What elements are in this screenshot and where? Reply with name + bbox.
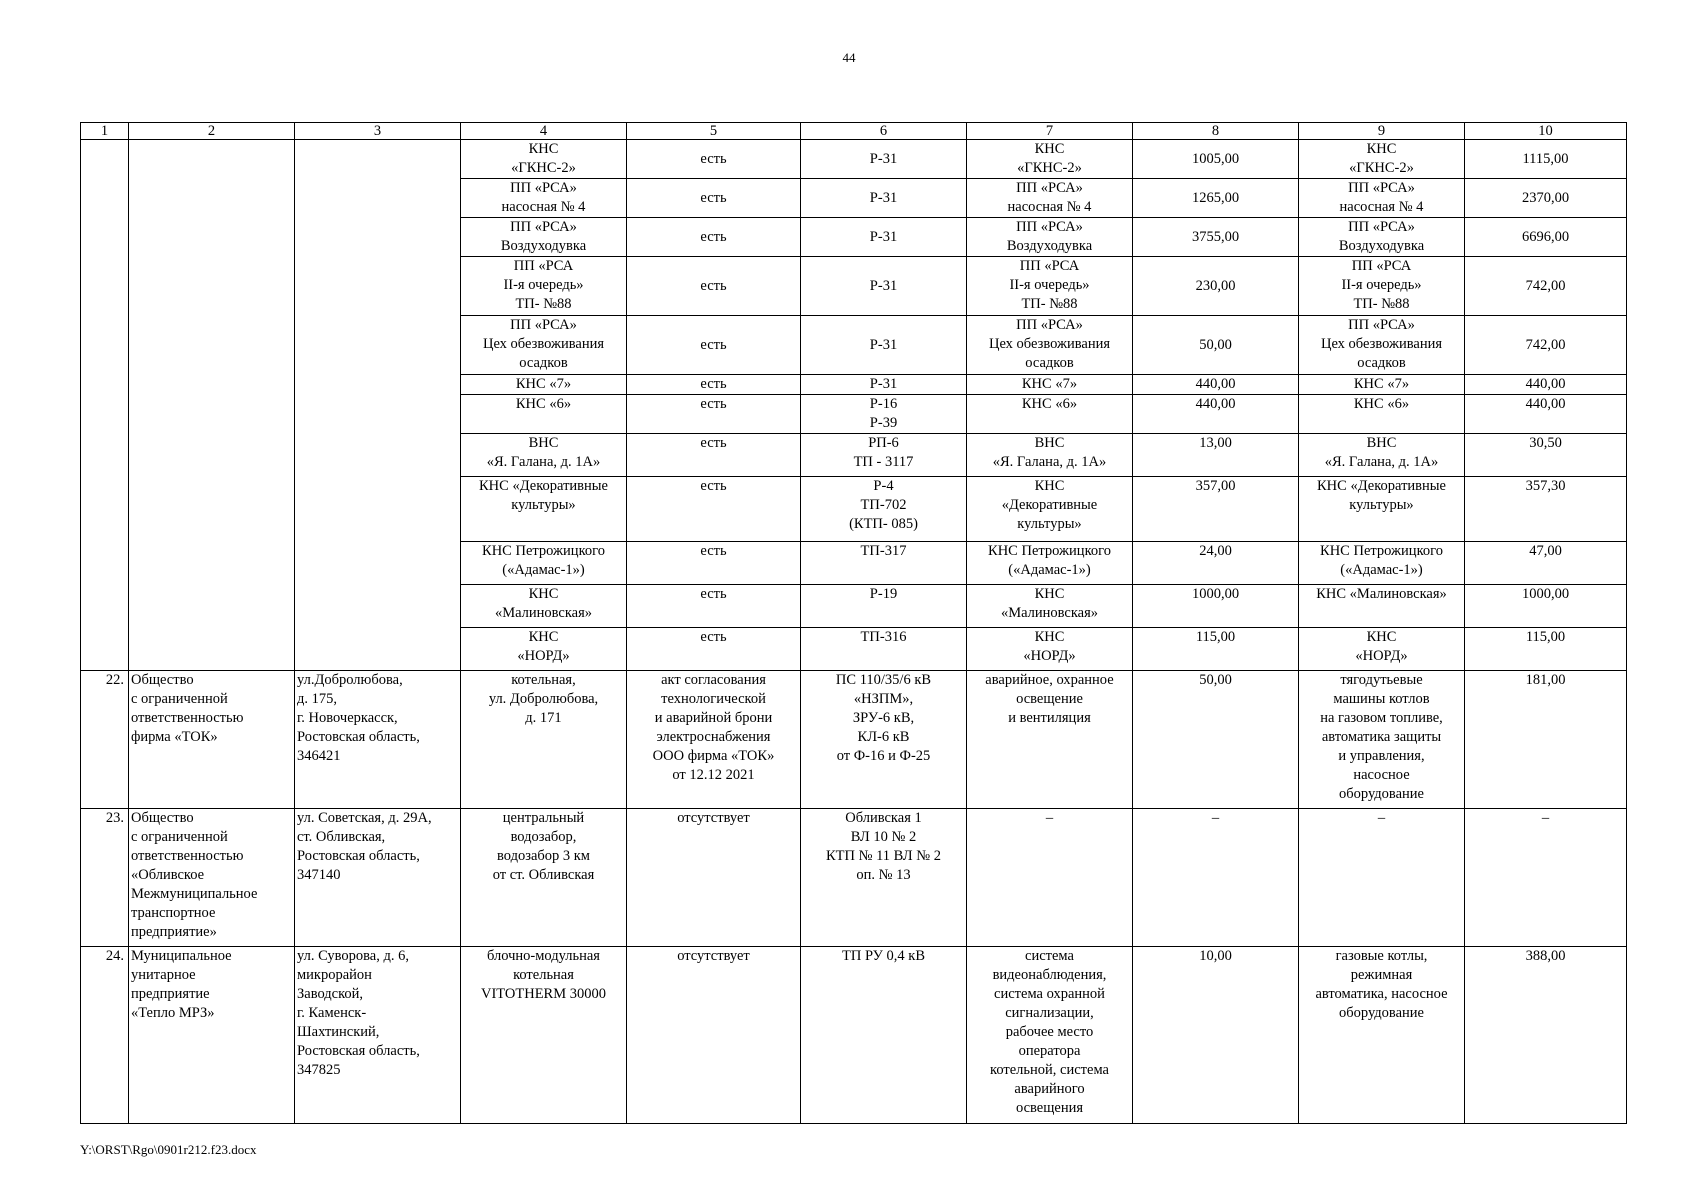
row-number-cell: 23. bbox=[81, 809, 129, 947]
column-header: 4 bbox=[461, 123, 627, 140]
document-cell: отсутствует bbox=[627, 947, 801, 1124]
power-value-cell: 357,30 bbox=[1465, 477, 1627, 542]
data-table bbox=[80, 122, 1627, 1124]
power-value-cell: 1005,00 bbox=[1133, 140, 1299, 179]
power-value-cell: – bbox=[1465, 809, 1627, 947]
facility-cell: блочно-модульная котельная VITOTHERM 30000 bbox=[461, 947, 627, 1124]
document-cell: есть bbox=[627, 628, 801, 671]
organization-name-cell: Муниципальное унитарное предприятие «Тепло МРЗ» bbox=[129, 947, 295, 1124]
facility-cell: центральный водозабор, водозабор 3 км от ст. Обливская bbox=[461, 809, 627, 947]
document-cell: есть bbox=[627, 542, 801, 585]
power-value-cell: 440,00 bbox=[1133, 395, 1299, 434]
power-value-cell: 6696,00 bbox=[1465, 218, 1627, 257]
load-object-cell: ПП «РСА II-я очередь» ТП- №88 bbox=[1299, 257, 1465, 316]
load-object-cell: КНС «7» bbox=[967, 375, 1133, 395]
load-object-cell: КНС «Декоративные культуры» bbox=[967, 477, 1133, 542]
power-value-cell: 440,00 bbox=[1465, 395, 1627, 434]
power-value-cell: 50,00 bbox=[1133, 316, 1299, 375]
empty-cell-address bbox=[295, 140, 461, 671]
supply-source-cell: Обливская 1 ВЛ 10 № 2 КТП № 11 ВЛ № 2 оп. № 13 bbox=[801, 809, 967, 947]
load-object-cell: КНС «6» bbox=[1299, 395, 1465, 434]
power-value-cell: 388,00 bbox=[1465, 947, 1627, 1124]
page-number: 44 bbox=[842, 50, 856, 65]
row-number-cell: 24. bbox=[81, 947, 129, 1124]
document-cell: есть bbox=[627, 585, 801, 628]
power-value-cell: 50,00 bbox=[1133, 671, 1299, 809]
power-value-cell: 1000,00 bbox=[1465, 585, 1627, 628]
document-cell: акт согласования технологической и аварийной брони электроснабжения ООО фирма «ТОК» от 12.12 2021 bbox=[627, 671, 801, 809]
supply-source-cell: Р-31 bbox=[801, 140, 967, 179]
power-value-cell: 115,00 bbox=[1133, 628, 1299, 671]
document-cell: есть bbox=[627, 477, 801, 542]
load-object-cell: КНС «НОРД» bbox=[1299, 628, 1465, 671]
power-value-cell: 357,00 bbox=[1133, 477, 1299, 542]
column-header: 2 bbox=[129, 123, 295, 140]
empty-cell-no bbox=[81, 140, 129, 671]
power-value-cell: 115,00 bbox=[1465, 628, 1627, 671]
column-header: 8 bbox=[1133, 123, 1299, 140]
address-cell: ул. Суворова, д. 6, микрорайон Заводской, г. Каменск- Шахтинский, Ростовская область, 347825 bbox=[295, 947, 461, 1124]
facility-cell: КНС «ГКНС-2» bbox=[461, 140, 627, 179]
power-value-cell: 1000,00 bbox=[1133, 585, 1299, 628]
document-cell: есть bbox=[627, 257, 801, 316]
document-cell: есть bbox=[627, 395, 801, 434]
facility-cell: КНС Петрожицкого («Адамас-1») bbox=[461, 542, 627, 585]
load-object-cell: КНС Петрожицкого («Адамас-1») bbox=[1299, 542, 1465, 585]
load-object-cell: – bbox=[1299, 809, 1465, 947]
column-header: 10 bbox=[1465, 123, 1627, 140]
load-object-cell: ПП «РСА II-я очередь» ТП- №88 bbox=[967, 257, 1133, 316]
load-object-cell: КНС «Малиновская» bbox=[1299, 585, 1465, 628]
load-object-cell: ВНС «Я. Галана, д. 1А» bbox=[967, 434, 1133, 477]
power-value-cell: 742,00 bbox=[1465, 257, 1627, 316]
power-value-cell: – bbox=[1133, 809, 1299, 947]
column-header: 9 bbox=[1299, 123, 1465, 140]
power-value-cell: 30,50 bbox=[1465, 434, 1627, 477]
load-object-cell: КНС «ГКНС-2» bbox=[1299, 140, 1465, 179]
supply-source-cell: РП-6 ТП - 3117 bbox=[801, 434, 967, 477]
load-object-cell: КНС «Малиновская» bbox=[967, 585, 1133, 628]
load-object-cell: КНС «ГКНС-2» bbox=[967, 140, 1133, 179]
address-cell: ул.Добролюбова, д. 175, г. Новочеркасск, Ростовская область, 346421 bbox=[295, 671, 461, 809]
address-cell: ул. Советская, д. 29А, ст. Обливская, Ростовская область, 347140 bbox=[295, 809, 461, 947]
supply-source-cell: Р-31 bbox=[801, 218, 967, 257]
facility-cell: КНС «Декоративные культуры» bbox=[461, 477, 627, 542]
power-value-cell: 1265,00 bbox=[1133, 179, 1299, 218]
load-object-cell: ПП «РСА» Воздуходувка bbox=[1299, 218, 1465, 257]
supply-source-cell: Р-31 bbox=[801, 257, 967, 316]
table-row bbox=[81, 947, 1627, 1124]
column-header: 3 bbox=[295, 123, 461, 140]
supply-source-cell: ПС 110/35/6 кВ «НЗПМ», ЗРУ-6 кВ, КЛ-6 кВ от Ф-16 и Ф-25 bbox=[801, 671, 967, 809]
document-cell: есть bbox=[627, 434, 801, 477]
row-number-cell: 22. bbox=[81, 671, 129, 809]
load-object-cell: КНС «7» bbox=[1299, 375, 1465, 395]
load-object-cell: система видеонаблюдения, система охранной сигнализации, рабочее место оператора котельной, система аварийного освещения bbox=[967, 947, 1133, 1124]
column-number-row bbox=[81, 123, 1627, 140]
column-header: 6 bbox=[801, 123, 967, 140]
document-cell: отсутствует bbox=[627, 809, 801, 947]
supply-source-cell: Р-16 Р-39 bbox=[801, 395, 967, 434]
power-value-cell: 181,00 bbox=[1465, 671, 1627, 809]
facility-cell: ПП «РСА II-я очередь» ТП- №88 bbox=[461, 257, 627, 316]
facility-cell: ПП «РСА» насосная № 4 bbox=[461, 179, 627, 218]
column-header: 7 bbox=[967, 123, 1133, 140]
load-object-cell: ПП «РСА» насосная № 4 bbox=[1299, 179, 1465, 218]
load-object-cell: ПП «РСА» Воздуходувка bbox=[967, 218, 1133, 257]
table-row bbox=[81, 809, 1627, 947]
supply-source-cell: Р-4 ТП-702 (КТП- 085) bbox=[801, 477, 967, 542]
supply-source-cell: ТП РУ 0,4 кВ bbox=[801, 947, 967, 1124]
facility-cell: ПП «РСА» Цех обезвоживания осадков bbox=[461, 316, 627, 375]
power-value-cell: 440,00 bbox=[1465, 375, 1627, 395]
facility-cell: КНС «6» bbox=[461, 395, 627, 434]
load-object-cell: ВНС «Я. Галана, д. 1А» bbox=[1299, 434, 1465, 477]
document-cell: есть bbox=[627, 316, 801, 375]
load-object-cell: – bbox=[967, 809, 1133, 947]
load-object-cell: ПП «РСА» насосная № 4 bbox=[967, 179, 1133, 218]
organization-name-cell: Общество с ограниченной ответственностью фирма «ТОК» bbox=[129, 671, 295, 809]
table-row bbox=[81, 671, 1627, 809]
facility-cell: КНС «7» bbox=[461, 375, 627, 395]
document-cell: есть bbox=[627, 375, 801, 395]
document-cell: есть bbox=[627, 140, 801, 179]
facility-cell: котельная, ул. Добролюбова, д. 171 bbox=[461, 671, 627, 809]
load-object-cell: КНС «6» bbox=[967, 395, 1133, 434]
facility-cell: КНС «Малиновская» bbox=[461, 585, 627, 628]
power-value-cell: 24,00 bbox=[1133, 542, 1299, 585]
facility-cell: ПП «РСА» Воздуходувка bbox=[461, 218, 627, 257]
empty-cell-name bbox=[129, 140, 295, 671]
power-value-cell: 742,00 bbox=[1465, 316, 1627, 375]
document-cell: есть bbox=[627, 218, 801, 257]
load-object-cell: газовые котлы, режимная автоматика, насосное оборудование bbox=[1299, 947, 1465, 1124]
power-value-cell: 2370,00 bbox=[1465, 179, 1627, 218]
supply-source-cell: Р-31 bbox=[801, 375, 967, 395]
column-header: 1 bbox=[81, 123, 129, 140]
file-path: Y:\ORST\Rgo\0901r212.f23.docx bbox=[80, 1142, 257, 1157]
load-object-cell: КНС «НОРД» bbox=[967, 628, 1133, 671]
power-value-cell: 10,00 bbox=[1133, 947, 1299, 1124]
supply-source-cell: Р-31 bbox=[801, 179, 967, 218]
supply-source-cell: Р-19 bbox=[801, 585, 967, 628]
load-object-cell: КНС Петрожицкого («Адамас-1») bbox=[967, 542, 1133, 585]
organization-name-cell: Общество с ограниченной ответственностью «Обливское Межмуниципальное транспортное предприятие» bbox=[129, 809, 295, 947]
load-object-cell: тягодутьевые машины котлов на газовом топливе, автоматика защиты и управления, насосное оборудование bbox=[1299, 671, 1465, 809]
supply-source-cell: ТП-316 bbox=[801, 628, 967, 671]
power-value-cell: 3755,00 bbox=[1133, 218, 1299, 257]
facility-cell: КНС «НОРД» bbox=[461, 628, 627, 671]
power-value-cell: 440,00 bbox=[1133, 375, 1299, 395]
load-object-cell: аварийное, охранное освещение и вентиляция bbox=[967, 671, 1133, 809]
facility-cell: ВНС «Я. Галана, д. 1А» bbox=[461, 434, 627, 477]
supply-source-cell: Р-31 bbox=[801, 316, 967, 375]
load-object-cell: ПП «РСА» Цех обезвоживания осадков bbox=[967, 316, 1133, 375]
power-value-cell: 230,00 bbox=[1133, 257, 1299, 316]
power-value-cell: 1115,00 bbox=[1465, 140, 1627, 179]
load-object-cell: ПП «РСА» Цех обезвоживания осадков bbox=[1299, 316, 1465, 375]
load-object-cell: КНС «Декоративные культуры» bbox=[1299, 477, 1465, 542]
supply-source-cell: ТП-317 bbox=[801, 542, 967, 585]
power-value-cell: 47,00 bbox=[1465, 542, 1627, 585]
document-cell: есть bbox=[627, 179, 801, 218]
power-value-cell: 13,00 bbox=[1133, 434, 1299, 477]
sub-row bbox=[81, 140, 1627, 179]
column-header: 5 bbox=[627, 123, 801, 140]
